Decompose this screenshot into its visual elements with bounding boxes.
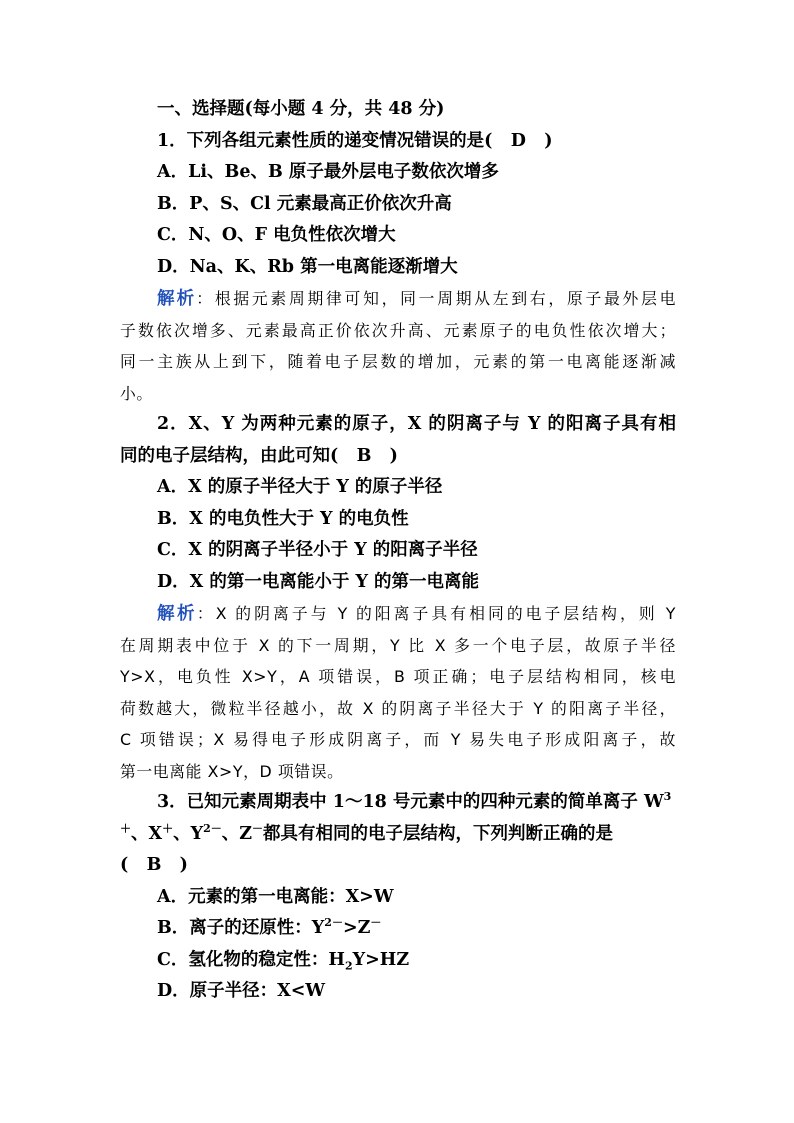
question-3-option-c: C．氢化物的稳定性：$H_2Y>HZ$ bbox=[157, 949, 410, 972]
section-heading: 一、选择题(每小题 4 分，共 48 分) bbox=[157, 99, 445, 119]
question-2-option-b: B．X 的电负性大于 Y 的电负性 bbox=[157, 508, 409, 529]
question-1-explanation-line: 小。 bbox=[120, 383, 153, 403]
question-2-option-c: C．X 的阴离子半径小于 Y 的阳离子半径 bbox=[157, 540, 478, 560]
question-2-option-a: A．X 的原子半径大于 Y 的原子半径 bbox=[157, 477, 443, 497]
question-1-explanation-line: 解析：根据元素周期律可知，同一周期从左到右，原子最外层电 bbox=[157, 289, 676, 309]
question-1-option-d: D．Na、K、Rb 第一电离能逐渐增大 bbox=[157, 256, 458, 277]
question-2-answer: B bbox=[356, 445, 372, 466]
question-1-option-a: A．Li、Be、B 原子最外层电子数依次增多 bbox=[157, 162, 499, 182]
question-2-explanation-line: 解析：X 的阴离子与 Y 的阳离子具有相同的电子层结构，则 Y bbox=[157, 604, 676, 624]
question-2-stem: 2．X、Y 为两种元素的原子，X 的阴离子与 Y 的阳离子具有相 bbox=[157, 414, 676, 434]
question-1-option-b: B．P、S、Cl 元素最高正价依次升高 bbox=[157, 193, 452, 214]
question-2-option-d: D．X 的第一电离能小于 Y 的第一电离能 bbox=[157, 571, 480, 592]
question-2-explanation-line: 荷数越大，微粒半径越小，故 X 的阴离子半径大于 Y 的阳离子半径， bbox=[120, 698, 676, 718]
question-1-stem: 1．下列各组元素性质的递变情况错误的是( D ) bbox=[157, 130, 553, 151]
question-3-option-a: A．元素的第一电离能：X>W bbox=[157, 886, 394, 907]
explanation-label: 解析 bbox=[157, 604, 197, 624]
question-1-answer: D bbox=[510, 130, 526, 151]
question-1-explanation-line: 子数依次增多、元素最高正价依次升高、元素原子的电负性依次增大； bbox=[120, 320, 676, 340]
question-2-explanation-line: 第一电离能 X>Y，D 项错误。 bbox=[120, 761, 344, 781]
question-3-answer-line: ( B ) bbox=[120, 855, 188, 875]
explanation-label: 解析 bbox=[157, 289, 197, 309]
question-1-explanation-line: 同一主族从上到下，随着电子层数的增加，元素的第一电离能逐渐减 bbox=[120, 352, 676, 371]
question-3-option-d: D．原子半径：X<W bbox=[157, 981, 326, 1001]
question-3-option-b: B．离子的还原性：$Y^{2-}>Z^-$ bbox=[157, 916, 382, 938]
question-1-option-c: C．N、O、F 电负性依次增大 bbox=[157, 225, 396, 245]
question-2-explanation-line: Y>X，电负性 X>Y，A 项错误，B 项正确；电子层结构相同，核电 bbox=[120, 667, 676, 686]
question-content bbox=[120, 94, 676, 1008]
question-3-stem: 3．已知元素周期表中 1～18 号元素中的四种元素的简单离子 $W^3$ bbox=[157, 790, 672, 812]
question-2-explanation-line: C 项错误；X 易得电子形成阴离子，而 Y 易失电子形成阳离子，故 bbox=[120, 730, 676, 749]
question-2-explanation-line: 在周期表中位于 X 的下一周期，Y 比 X 多一个电子层，故原子半径 bbox=[120, 635, 676, 655]
question-3-stem: ＋、X＋、$Y^{2-}$、Z－都具有相同的电子层结构，下列判断正确的是 bbox=[120, 821, 614, 844]
question-3-answer: B bbox=[146, 855, 162, 875]
question-2-stem: 同的电子层结构，由此可知( B ) bbox=[120, 445, 398, 466]
